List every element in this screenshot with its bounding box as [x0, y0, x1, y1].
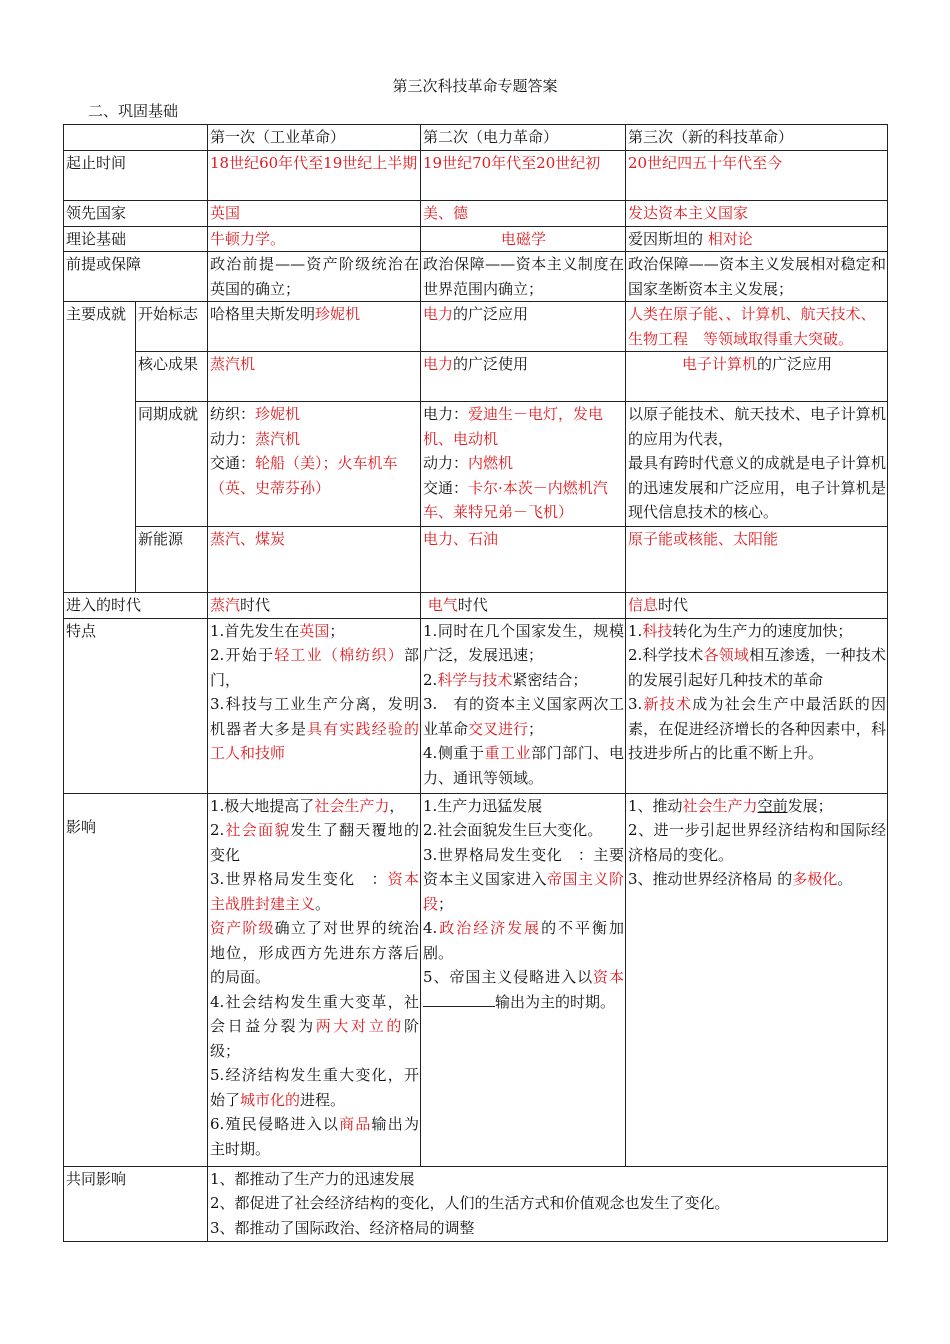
text-highlight: 信息: [628, 596, 659, 614]
cell-third-influence: [626, 793, 888, 1166]
text-highlight: 轻工业（棉纺织）: [274, 646, 404, 664]
fill-in-blank: [423, 990, 495, 1007]
text-highlight: 新技术: [642, 695, 693, 713]
text-prefix: 爱因斯坦的: [628, 229, 708, 248]
text-prefix: 动力：: [423, 454, 469, 472]
cell-first-energy: 蒸汽、煤炭: [208, 527, 421, 593]
text-suffix: 成为社会生产中最活跃的因素，在促进经济增长的各种因素中，科技进步所占的比重不断上升。: [628, 695, 886, 762]
text-prefix: 4.: [423, 919, 438, 937]
text-suffix: 的广泛应用: [757, 355, 833, 373]
text-highlight: 两大对立的: [315, 1017, 404, 1035]
text-prefix: 1.: [628, 621, 643, 640]
row-label: 进入的时代: [64, 593, 208, 619]
revolution-comparison-table: [63, 124, 888, 1242]
row-label: 特点: [64, 618, 208, 793]
cell-second-energy: 电力、石油: [421, 527, 626, 593]
text-suffix: 时代: [658, 596, 689, 614]
text-highlight: 资本主战胜封建主义: [210, 870, 419, 913]
text-prefix: 3.世界格局发生变化 ：主要资本主义国家进入: [423, 845, 624, 888]
text-line: [628, 692, 886, 766]
cell-second-features: [421, 618, 626, 793]
text-line: [210, 916, 419, 990]
text-line: [423, 916, 624, 965]
text-highlight: 电力: [423, 355, 454, 373]
cell-first-same: [208, 402, 421, 527]
cell-second-era: [421, 593, 626, 619]
text-suffix: 确立了对世界的统治地位，形成西方先进东方落后的局面。: [210, 919, 419, 986]
cell-third-features: [626, 618, 888, 793]
text-line: [628, 619, 886, 644]
sub-row-label: 开始标志: [136, 302, 208, 352]
text-suffix: ；: [438, 894, 454, 913]
text-suffix: 部门部门、电力、通讯等领域。: [423, 744, 624, 787]
text-highlight: 蒸汽: [210, 596, 241, 614]
table-row-era: [64, 593, 888, 619]
text-line: 最具有跨时代意义的成就是电子计算机的迅速发展和广泛应用，电子计算机是现代信息技术的核心。: [628, 454, 886, 521]
text-line: [210, 1112, 419, 1161]
table-header-row: [64, 125, 888, 151]
text-highlight: 多极化: [792, 870, 838, 888]
text-prefix: 1.极大地提高了: [210, 796, 315, 815]
text-suffix: ，: [389, 796, 405, 815]
cell-third-time: 20世纪四五十年代至今: [626, 151, 888, 201]
text-suffix: 的不平衡加剧。: [423, 919, 624, 962]
table-row-start-mark: [64, 302, 888, 352]
text-underlined: 空前: [757, 796, 788, 815]
cell-first-theory: 牛顿力学。: [208, 226, 421, 252]
table-row-common-influence: [64, 1166, 888, 1241]
cell-second-country: 美、德: [421, 201, 626, 227]
text-suffix: 。: [315, 894, 331, 913]
cell-second-theory: 电磁学: [421, 226, 626, 252]
text-highlight: 电子计算机: [681, 355, 757, 373]
cell-third-era: [626, 593, 888, 619]
table-row-premise: [64, 252, 888, 302]
cell-second-premise: 政治保障——资本主义制度在世界范围内确立；: [421, 252, 626, 302]
cell-second-core: [421, 352, 626, 402]
text-suffix: 输出为主的时期。: [495, 992, 616, 1011]
text-line: [423, 451, 624, 476]
text-prefix: 纺织：: [210, 405, 256, 423]
cell-second-same: [421, 402, 626, 527]
cell-third-energy: 原子能或核能、太阳能: [626, 527, 888, 593]
text-line: [423, 668, 624, 693]
text-prefix: 3、推动世界经济格局 的: [628, 870, 793, 888]
text-line: 以原子能技术、航天技术、电子计算机的应用为代表，: [628, 405, 886, 448]
cell-first-time: 18世纪60年代至19世纪上半期: [208, 151, 421, 201]
cell-third-same: [626, 402, 888, 527]
text-line: [210, 451, 419, 500]
text-prefix: 2.: [423, 670, 438, 689]
text-line: [628, 867, 886, 892]
text-line: 1.生产力迅猛发展: [423, 796, 543, 815]
text-highlight: 社会生产力: [314, 796, 390, 815]
text-prefix: 5.经济结构发生重大变化，开始了: [210, 1066, 419, 1109]
row-label: 理论基础: [64, 226, 208, 252]
text-highlight: 相对论: [707, 229, 753, 248]
text-line: [210, 1063, 419, 1112]
text-prefix: 交通：: [210, 454, 256, 472]
table-row-influence: [64, 793, 888, 1166]
text-highlight: 科学与技术: [437, 670, 513, 689]
text-line: 2、进一步引起世界经济结构和国际经济格局的变化。: [628, 821, 886, 864]
cell-first-features: [208, 618, 421, 793]
row-label: 领先国家: [64, 201, 208, 227]
text-highlight: 社会生产力: [682, 796, 758, 815]
text-suffix: 时代: [240, 596, 271, 614]
cell-third-country: 发达资本主义国家: [626, 201, 888, 227]
text-line: [210, 794, 419, 819]
text-prefix: 5、帝国主义侵略进入以: [423, 968, 594, 986]
text-line: [210, 643, 419, 692]
text-suffix: 转化为生产力的速度加快；: [672, 621, 853, 640]
text-prefix: 2.: [210, 821, 225, 839]
text-line: [210, 427, 419, 452]
text-highlight: 各领域: [703, 646, 750, 664]
text-prefix: 3.世界格局发生变化 ：: [210, 870, 388, 888]
text-line: [423, 965, 624, 1014]
text-prefix: 4.社会结构发生重大变革，社会日益分裂为: [210, 992, 419, 1035]
text-highlight: 卡尔·本茨－内燃机汽车、莱特兄弟－飞机）: [423, 478, 608, 521]
text-suffix: 相互渗透，一种技术的发展引起好几种技术的革命: [628, 646, 886, 689]
text-highlight: 内燃机: [468, 454, 514, 472]
text-suffix: 阶级；: [210, 1017, 419, 1060]
text-prefix: 电力：: [423, 405, 469, 423]
cell-second-influence: [421, 793, 626, 1166]
text-suffix: ；: [329, 621, 345, 640]
text-suffix: ；: [528, 719, 544, 738]
table-row-core-result: [64, 352, 888, 402]
text-highlight: 电力: [423, 305, 454, 323]
text-line: 3、都推动了国际政治、经济格局的调整: [210, 1218, 475, 1237]
text-prefix: 哈格里夫斯发明: [210, 305, 316, 323]
row-label-main-achievements: 主要成就: [64, 302, 136, 593]
text-line: [210, 402, 419, 427]
text-line: [628, 794, 886, 819]
text-suffix: 进程。: [300, 1090, 346, 1109]
text-suffix: 部门，: [210, 646, 419, 689]
text-line: 2、都促进了社会经济结构的变化，人们的生活方式和价值观念也发生了变化。: [210, 1194, 730, 1212]
table-row-country: [64, 201, 888, 227]
text-highlight: 电气: [427, 596, 458, 614]
cell-first-era: [208, 593, 421, 619]
text-highlight: 重工业: [484, 744, 532, 762]
text-suffix: 。: [837, 870, 853, 888]
text-prefix: 3. 有的资本主义国家两次工业革命: [423, 695, 624, 738]
text-line: [210, 818, 419, 867]
text-line: [423, 402, 624, 451]
text-line: [210, 692, 419, 766]
table-row-new-energy: [64, 527, 888, 593]
row-label: 前提或保障: [64, 252, 208, 302]
row-label: 起止时间: [64, 151, 208, 201]
text-line: [210, 990, 419, 1064]
table-row-features: [64, 618, 888, 793]
text-highlight: 资本: [593, 968, 624, 986]
table-row-time: [64, 151, 888, 201]
cell-common-influence: [208, 1166, 888, 1241]
text-highlight: 商品: [339, 1115, 372, 1133]
cell-first-core: 蒸汽机: [208, 352, 421, 402]
row-label: 共同影响: [64, 1166, 208, 1241]
text-prefix: 1.首先发生在: [210, 621, 300, 640]
text-suffix: 的广泛使用: [453, 355, 529, 373]
text-highlight: 珍妮机: [315, 305, 361, 323]
cell-first-start: [208, 302, 421, 352]
header-first-revolution: 第一次（工业革命）: [208, 125, 421, 151]
text-highlight: 交叉进行: [468, 719, 529, 738]
row-label: 影响: [64, 793, 208, 1166]
text-highlight: 科技: [642, 621, 673, 640]
text-highlight: 具有实践经验的工人和技师: [210, 719, 419, 762]
text-prefix: 2.科学技术: [628, 646, 704, 664]
text-prefix: 4.侧重于: [423, 744, 485, 762]
text-highlight: 资产阶级: [210, 919, 275, 937]
header-third-revolution: 第三次（新的科技革命）: [626, 125, 888, 151]
text-suffix: 的广泛应用: [453, 305, 529, 323]
text-line: [423, 843, 624, 917]
text-line: 2.社会面貌发生巨大变化。: [423, 821, 603, 839]
cell-first-country: 英国: [208, 201, 421, 227]
sub-row-label: 新能源: [136, 527, 208, 593]
cell-third-premise: 政治保障——资本主义发展相对稳定和国家垄断资本主义发展；: [626, 252, 888, 302]
text-prefix: 3.: [628, 695, 643, 713]
text-highlight: 帝国主义阶段: [423, 870, 624, 913]
text-highlight: 社会面貌: [224, 821, 291, 839]
text-prefix: 动力：: [210, 429, 256, 448]
text-highlight: 城市化的: [240, 1090, 301, 1109]
text-prefix: 2.开始于: [210, 646, 275, 664]
cell-first-premise: 政治前提——资产阶级统治在英国的确立；: [208, 252, 421, 302]
header-empty-cell: [64, 125, 208, 151]
header-second-revolution: 第二次（电力革命）: [421, 125, 626, 151]
text-line: [628, 643, 886, 692]
text-highlight: 轮船（美）；火车机车（英、史蒂芬孙）: [210, 454, 398, 497]
table-row-theory: [64, 226, 888, 252]
text-prefix: 交通：: [423, 478, 469, 497]
text-suffix: 发展；: [787, 796, 833, 815]
text-line: [423, 692, 624, 741]
section-heading: 二、巩固基础: [88, 102, 179, 120]
text-highlight: 英国: [299, 621, 330, 640]
sub-row-label: 核心成果: [136, 352, 208, 402]
text-prefix: 6.殖民侵略进入以: [210, 1115, 340, 1133]
cell-third-start: 人类在原子能、、计算机、航天技术、生物工程 等领域取得重大突破。: [626, 302, 888, 352]
text-highlight: 蒸汽机: [255, 429, 301, 448]
text-line: [423, 476, 624, 525]
cell-second-start: [421, 302, 626, 352]
text-prefix: 1、推动: [628, 796, 683, 815]
table-row-same-period: [64, 402, 888, 527]
sub-row-label: 同期成就: [136, 402, 208, 527]
cell-first-influence: [208, 793, 421, 1166]
cell-third-core: [626, 352, 888, 402]
text-highlight: 政治经济发展: [437, 919, 542, 937]
text-suffix: 时代: [457, 596, 488, 614]
text-highlight: 珍妮机: [255, 405, 301, 423]
text-prefix: 3.科技与工业生产分离，发明机器者大多是: [210, 695, 419, 738]
text-suffix: 紧密结合；: [512, 670, 588, 689]
text-line: [423, 741, 624, 790]
text-line: 1、都推动了生产力的迅速发展: [210, 1169, 415, 1188]
text-suffix: 输出为主时期。: [210, 1115, 419, 1158]
page-title: 第三次科技革命专题答案: [392, 77, 558, 95]
text-highlight: 爱迪生－电灯，发电机、电动机: [423, 405, 604, 448]
cell-third-theory: [626, 226, 888, 252]
text-line: [210, 619, 419, 644]
text-line: 1.同时在几个国家发生，规模广泛，发展迅速；: [423, 621, 624, 664]
cell-second-time: 19世纪70年代至20世纪初: [421, 151, 626, 201]
text-suffix: 发生了翻天覆地的变化: [210, 821, 419, 864]
text-line: [210, 867, 419, 916]
